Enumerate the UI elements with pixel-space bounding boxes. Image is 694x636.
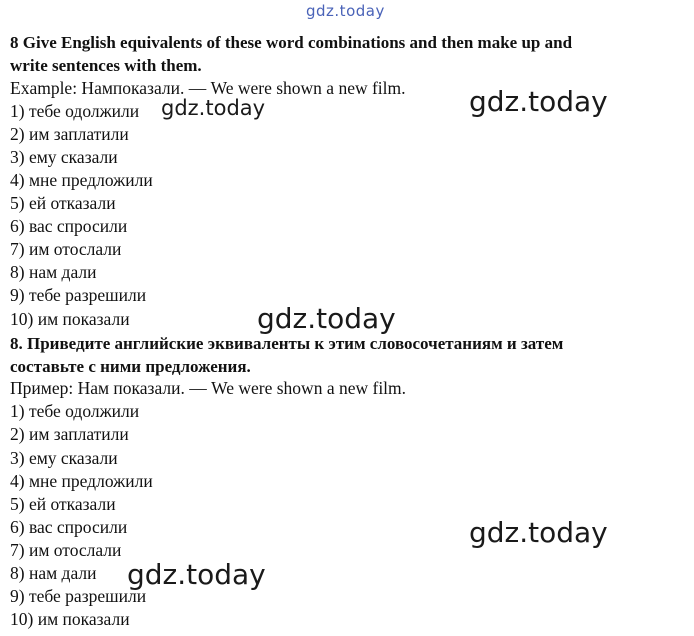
english-example: Example: Нампоказали. — We were shown a new film. — [10, 78, 406, 98]
russian-title-line-2: составьте с ними предложения. — [10, 357, 251, 376]
russian-item-9: 9) тебе разрешили — [10, 586, 147, 606]
english-item-4: 4) мне предложили — [10, 170, 153, 190]
english-item-10: 10) им показали — [10, 309, 130, 329]
english-item-5: 5) ей отказали — [10, 193, 116, 213]
english-item-8: 8) нам дали — [10, 262, 97, 282]
english-item-2: 2) им заплатили — [10, 124, 129, 144]
russian-item-8: 8) нам дали — [10, 563, 97, 583]
watermark-overlay-2: gdz.today — [469, 85, 608, 118]
russian-item-4: 4) мне предложили — [10, 471, 153, 491]
russian-title-line-1: 8. Приведите английские эквиваленты к этим словосочетаниям и затем — [10, 334, 564, 353]
english-item-6: 6) вас спросили — [10, 216, 128, 236]
watermark-overlay-5: gdz.today — [127, 558, 266, 591]
english-item-7: 7) им отослали — [10, 239, 122, 259]
english-item-1: 1) тебе одолжили — [10, 101, 140, 121]
watermark-overlay-1: gdz.today — [161, 96, 266, 120]
watermark-overlay-4: gdz.today — [469, 516, 608, 549]
watermark-top: gdz.today — [306, 2, 385, 20]
russian-item-3: 3) ему сказали — [10, 448, 118, 468]
russian-item-7: 7) им отослали — [10, 540, 122, 560]
english-item-9: 9) тебе разрешили — [10, 285, 147, 305]
russian-item-10: 10) им показали — [10, 609, 130, 629]
russian-item-2: 2) им заплатили — [10, 424, 129, 444]
english-item-3: 3) ему сказали — [10, 147, 118, 167]
russian-item-6: 6) вас спросили — [10, 517, 128, 537]
russian-example: Пример: Нам показали. — We were shown a new film. — [10, 378, 407, 398]
watermark-overlay-3: gdz.today — [257, 302, 396, 335]
english-title-line-1: 8 Give English equivalents of these word combinations and then make up and — [10, 33, 573, 52]
russian-item-1: 1) тебе одолжили — [10, 401, 140, 421]
english-title-line-2: write sentences with them. — [10, 56, 202, 75]
russian-item-5: 5) ей отказали — [10, 494, 116, 514]
